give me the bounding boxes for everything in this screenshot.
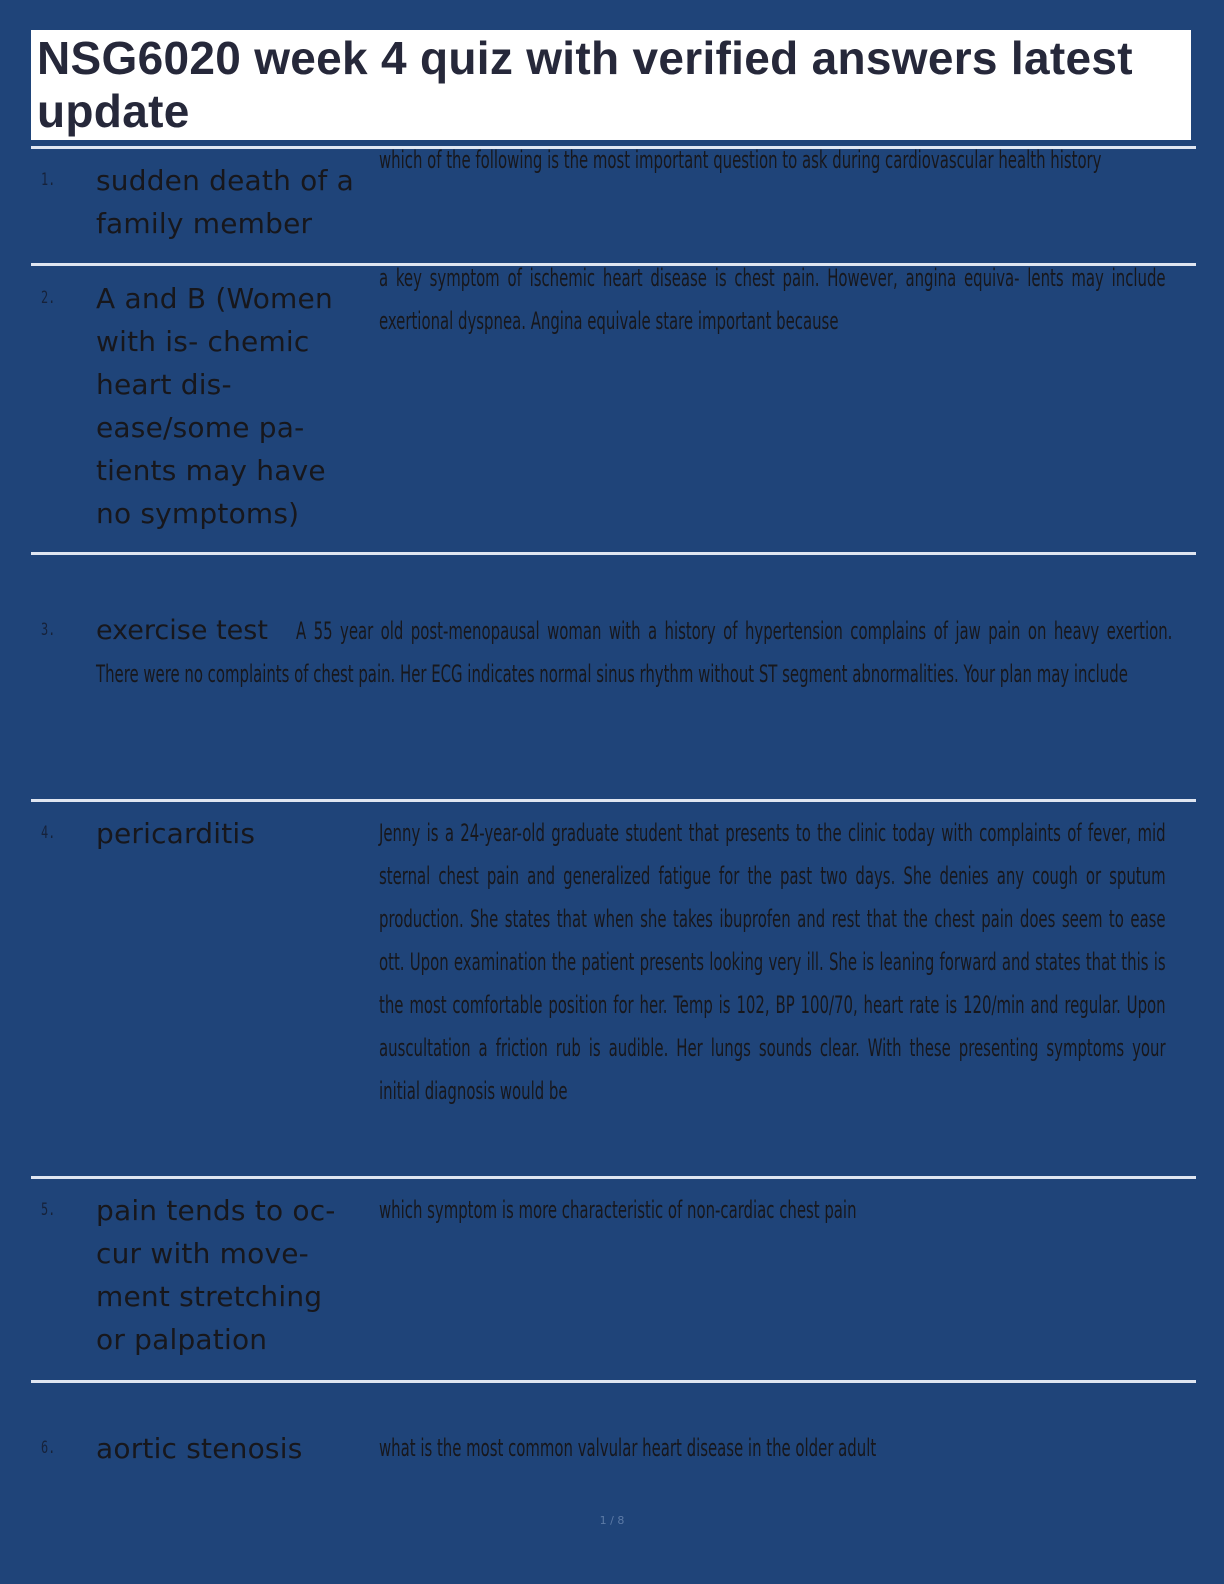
row-divider — [31, 799, 1196, 802]
item-number: 3. — [41, 620, 56, 640]
item-question: what is the most common valvular heart disease in the older adult — [379, 1434, 877, 1462]
page-number: 1 / 8 — [599, 1514, 625, 1527]
item-number: 1. — [41, 170, 56, 190]
item-answer: aortic stenosis — [96, 1432, 303, 1465]
item-question: Jenny is a 24-year-old graduate student that presents to the clinic today with complaints of fever, mid sternal chest pain and generalized fatigue for the past two days. She denies any cough or sputum production. She states that when she takes ibuprofen and rest that the chest pain does seem to ease ott. Upon examination the patient presents looking very ill. She is leaning forward and states that this is the most comfortable position for her. Temp is 102, BP 100/70, heart rate is 120/min and regular. Upon auscultation a friction rub is audible. Her lungs sounds clear. With these presenting symptoms your initial diagnosis would be — [379, 819, 1166, 1105]
item-number: 6. — [41, 1438, 56, 1458]
item-answer: A and B (Women with is- chemic heart dis- ease/some pa- tients may have no symptoms) — [96, 282, 333, 530]
item-answer: sudden death of a family member — [96, 164, 354, 240]
item-answer: pericarditis — [96, 817, 256, 850]
item-question: which symptom is more characteristic of non-cardiac chest pain — [379, 1196, 857, 1224]
item-number: 4. — [41, 823, 56, 843]
row-divider — [31, 1380, 1196, 1383]
item-number: 2. — [41, 288, 56, 308]
item-question: a key symptom of ischemic heart disease is chest pain. However, angina equiva- lents may include exertional dyspnea. Angina equivale stare important because — [379, 264, 1166, 335]
row-divider — [31, 1176, 1196, 1179]
item-question: A 55 year old post-menopausal woman with a history of hypertension complains of jaw pain on heavy exertion. There were no complaints of chest pain. Her ECG indicates normal sinus rhythm without ST segment abnormalities. Your plan may include — [96, 617, 1173, 688]
document-title-box — [31, 30, 1191, 140]
item-question-with-answer — [96, 609, 1172, 696]
item-number: 5. — [41, 1200, 56, 1220]
row-divider — [31, 552, 1196, 555]
document-title: NSG6020 week 4 quiz with verified answers latest update — [37, 32, 1133, 137]
item-answer: exercise test — [96, 615, 268, 646]
item-question: which of the following is the most important question to ask during cardiovascular health history — [379, 146, 1102, 174]
item-answer: pain tends to oc- cur with move- ment stretching or palpation — [96, 1194, 336, 1356]
